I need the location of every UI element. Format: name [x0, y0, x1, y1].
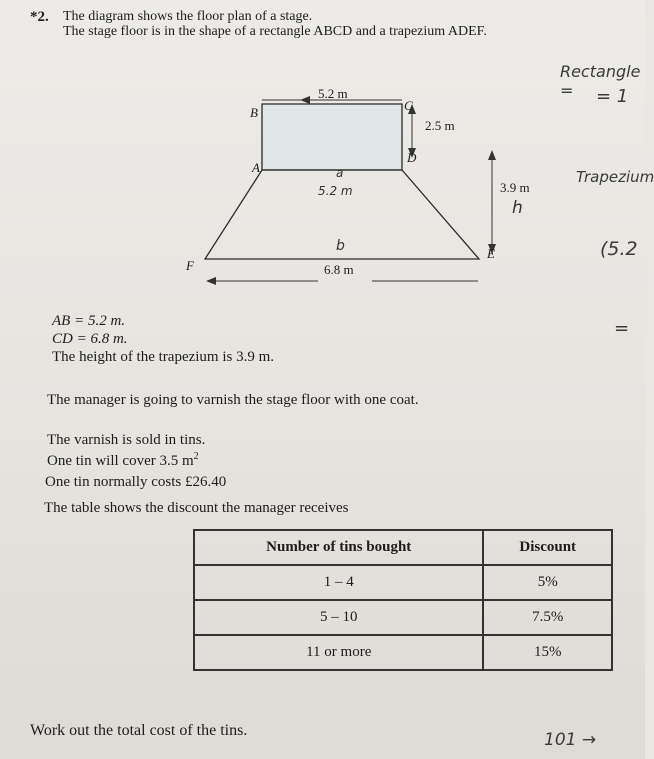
margin-bottom: 101 →	[544, 730, 597, 750]
label-f: F	[186, 258, 194, 273]
paragraph-cover	[47, 451, 199, 470]
hand-a: a	[336, 166, 344, 180]
header-number-of-tins: Number of tins bought	[194, 530, 483, 565]
given-height: The height of the trapezium is 3.9 m.	[52, 349, 275, 365]
question-line-2: The stage floor is in the shape of a rectangle ABCD and a trapezium ADEF.	[63, 24, 487, 39]
task-text: Work out the total cost of the tins.	[30, 722, 248, 739]
hand-a-value: 5.2 m	[318, 184, 353, 198]
table-cell: 5%	[483, 565, 612, 600]
paragraph-cost: One tin normally costs £26.40	[45, 474, 227, 490]
hand-h: h	[512, 198, 523, 218]
paragraph-table-intro: The table shows the discount the manager receives	[44, 500, 349, 516]
margin-eq1: = 1	[596, 86, 629, 107]
table-row	[194, 600, 612, 635]
given-ab: AB = 5.2 m.	[52, 313, 126, 329]
paragraph-sold: The varnish is sold in tins.	[47, 432, 206, 448]
given-cd: CD = 6.8 m.	[52, 331, 128, 347]
margin-paren: (5.2	[600, 238, 638, 260]
margin-eq2: =	[614, 318, 630, 339]
table-cell: 1 – 4	[194, 565, 483, 600]
hand-b: b	[336, 238, 345, 254]
margin-rect: Rectangle =	[560, 62, 641, 100]
table-row	[194, 565, 612, 600]
measure-bottom: 6.8 m	[324, 262, 354, 277]
discount-table	[193, 529, 613, 671]
table-row	[194, 635, 612, 670]
table-cell: 7.5%	[483, 600, 612, 635]
label-d: D	[407, 150, 417, 165]
table-cell: 11 or more	[194, 635, 483, 670]
table-cell: 5 – 10	[194, 600, 483, 635]
label-e: E	[487, 246, 495, 261]
measure-side: 2.5 m	[425, 118, 455, 133]
cover-text: One tin will cover 3.5 m	[47, 453, 194, 469]
margin-trap: Trapezium	[576, 168, 654, 186]
label-a: A	[252, 160, 260, 175]
label-b: B	[250, 105, 258, 120]
measure-height: 3.9 m	[500, 180, 530, 195]
question-number: *2.	[30, 9, 49, 25]
header-discount: Discount	[483, 530, 612, 565]
cover-superscript: 2	[193, 451, 199, 462]
table-header-row	[194, 530, 612, 565]
measure-top: 5.2 m	[318, 86, 348, 101]
label-c: C	[404, 98, 413, 113]
rectangle-abcd	[262, 104, 402, 170]
stage-floor-diagram	[0, 0, 645, 300]
question-line-1: The diagram shows the floor plan of a stage.	[63, 9, 313, 24]
paragraph-varnish: The manager is going to varnish the stage floor with one coat.	[47, 392, 419, 408]
table-cell: 15%	[483, 635, 612, 670]
